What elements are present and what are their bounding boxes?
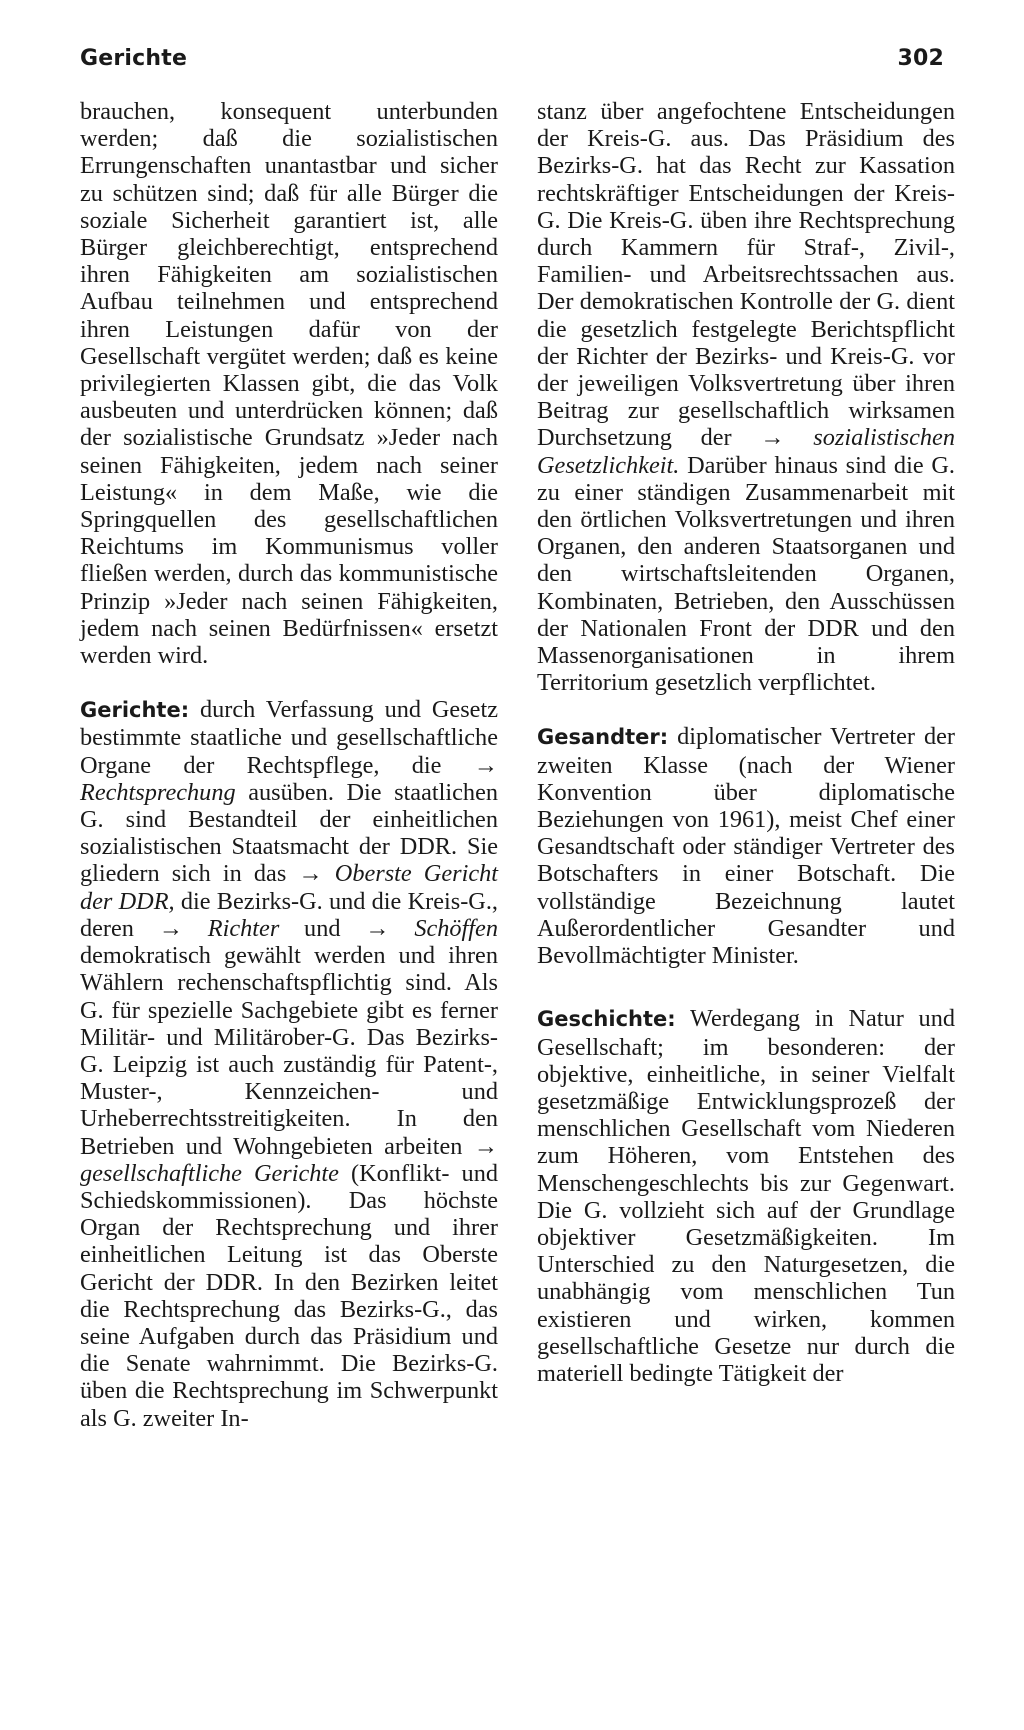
entry-text: demokratisch gewählt werden und ihren Wählern rechenschaftspflichtig sind. Als G. für spezielle Sachgebiete gibt es ferner Militär- und Militärober-G. Das Bezirks-G. Leipzig ist auch zuständig für Patent-, Muster-, Kennzeichen- und Urheberrechtsstreitigkeiten. In den Betrieben und Wohngebieten arbeiten [80, 942, 498, 1160]
entry-text: die Bezirks-G. und die Kreis-G., deren [80, 887, 498, 942]
entry-geschichte [537, 1005, 955, 1387]
headword-gerichte: Gerichte: [80, 698, 190, 723]
headword-geschichte: Geschichte: [537, 1007, 676, 1032]
headword-gesandter: Gesandter: [537, 725, 669, 750]
cross-reference: → gesellschaftliche Gerichte [80, 1132, 498, 1187]
entry-text: diplomatischer Vertreter der zweiten Klasse (nach der Wiener Konvention über diplomatische Beziehungen von 1961), meist Chef einer Gesandtschaft oder ständiger Vertreter des Botschafters in einer Botschaft. Die vollständige Bezeichnung lautet Außerordentlicher Gesandter und Bevollmächtigter Minister. [537, 723, 955, 970]
continuation-text: brauchen, konsequent unterbunden werden; daß die sozialistischen Errungenschaften unantastbar und sicher zu schützen sind; daß für alle Bürger die soziale Sicherheit garantiert ist, alle Bürger gleichberechtigt, entsprechend ihren Fähigkeiten am sozialistischen Aufbau teilnehmen und entsprechend ihren Leistungen dafür von der Gesellschaft vergütet werden; daß es keine privilegierten Klassen gibt, die das Volk ausbeuten und unterdrücken können; daß der sozialistische Grundsatz »Jeder nach seinen Fähigkeiten, jedem nach seiner Leistung« in dem Maße, wie die Springquellen des gesellschaftlichen Reichtums im Kommunismus voller fließen werden, durch das kommunistische Prinzip »Jeder nach seinen Fähigkeiten, jedem nach seinen Bedürfnissen« ersetzt werden wird. [80, 98, 498, 670]
entry-gesandter [537, 723, 955, 969]
entry-text: stanz über angefochtene Entscheidungen der Kreis-G. aus. Das Präsidium des Bezirks-G. hat das Recht zur Kassation rechtskräftiger Entscheidungen der Kreis-G. Die Kreis-G. üben ihre Rechtsprechung durch Kammern für Straf-, Zivil-, Familien- und Arbeitsrechtssachen aus. Der demokratischen Kontrolle der G. dient die gesetzlich festgelegte Berichtspflicht der Richter der Bezirks- und Kreis-G. vor der jeweiligen Volksvertretung über ihren Beitrag zur gesellschaftlich wirksamen Durchsetzung der [537, 98, 955, 452]
running-head-title: Gerichte [80, 46, 188, 71]
cross-reference: → sozialistischen Gesetzlichkeit. [537, 424, 955, 479]
cross-reference: → Rechtsprechung [80, 751, 498, 806]
entry-text: durch Verfassung und Gesetz bestimmte staatliche und gesellschaftliche Organe der Rechtspflege, die [80, 696, 498, 779]
entry-gerichte [80, 696, 498, 1431]
entry-text: Darüber hinaus sind die G. zu einer ständigen Zusammenarbeit mit den örtlichen Volksvertretungen und ihren Organen, den anderen Staatsorganen und den wirtschaftsleitenden Organen, Kombinaten, Betrieben, den Ausschüssen der Nationalen Front der DDR und den Massenorganisationen in ihrem Territorium gesetzlich verpflichtet. [537, 451, 955, 697]
right-column [537, 98, 955, 1387]
entry-text: ausüben. Die staatlichen G. sind Bestandteil der einheitlichen sozialistischen Staatsmacht der DDR. Sie gliedern sich in das [80, 778, 498, 888]
running-head [80, 46, 944, 78]
left-column [80, 98, 498, 1432]
continuation-paragraph [80, 98, 498, 669]
entry-text: und [279, 914, 366, 942]
cross-reference: → Schöffen [365, 914, 498, 942]
page-number: 302 [897, 46, 944, 71]
entry-gerichte-continued [537, 98, 955, 696]
entry-text: Werdegang in Natur und Gesellschaft; im besonderen: der objektive, einheitliche, in seiner Vielfalt gesetzmäßige Entwicklungsprozeß der menschlichen Gesellschaft vom Niederen zum Höheren, vom Entstehen des Menschengeschlechts bis zur Gegenwart. Die G. vollzieht sich auf der Grundlage objektiver Gesetzmäßigkeiten. Im Unterschied zu den Naturgesetzen, die unabhängig vom menschlichen Tun existieren und wirken, kommen gesellschaftliche Gesetze nur durch die materiell bedingte Tätigkeit der [537, 1005, 955, 1387]
cross-reference: → Oberste Gericht der DDR, [80, 860, 499, 915]
cross-reference: → Richter [158, 914, 280, 942]
entry-text: (Konflikt- und Schiedskommissionen). Das höchste Organ der Rechtsprechung und ihrer einheitlichen Leitung ist das Oberste Gericht der DDR. In den Bezirken leitet die Rechtsprechung das Bezirks-G., das seine Aufgaben durch das Präsidium und die Senate wahrnimmt. Die Bezirks-G. üben die Rechtsprechung im Schwerpunkt als G. zweiter In- [80, 1159, 498, 1432]
